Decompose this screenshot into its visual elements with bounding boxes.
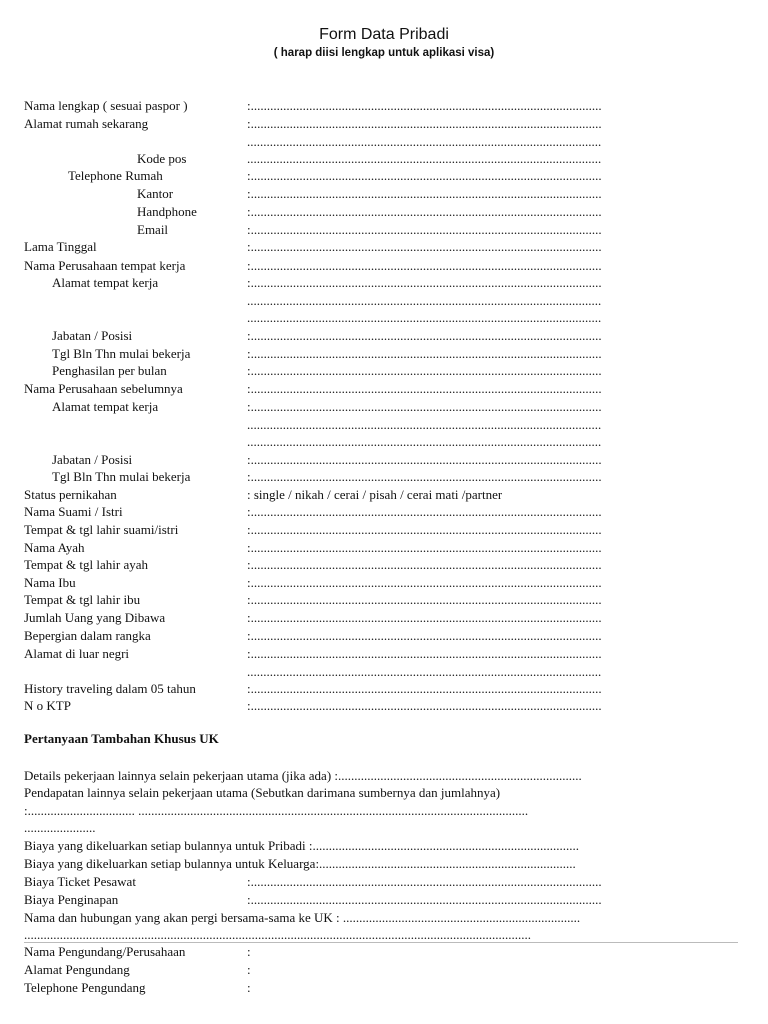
field-label: Alamat di luar negri [24, 646, 130, 661]
field-label: Nama Ayah [24, 540, 85, 555]
field-input[interactable]: :............................................................................................................ [247, 363, 602, 378]
field-input[interactable]: :............................................................................................................ [247, 469, 602, 484]
field-row [0, 680, 768, 697]
field-label: Alamat tempat kerja [52, 275, 159, 290]
field-label: Alamat rumah sekarang [24, 116, 149, 131]
field-input[interactable]: :............................................................................................................ [247, 116, 602, 131]
field-input[interactable]: :............................................................................................................ [247, 681, 602, 696]
field-label: Tempat & tgl lahir ayah [24, 557, 148, 572]
field-label: Tempat & tgl lahir suami/istri [24, 522, 179, 537]
field-input[interactable]: :............................................................................................................ [247, 628, 602, 643]
field-row [0, 943, 768, 960]
field-row [0, 433, 768, 450]
field-input[interactable]: :............................................................................................................ [247, 275, 602, 290]
field-row [0, 185, 768, 202]
field-row [0, 133, 768, 150]
question-line[interactable]: Biaya yang dikeluarkan setiap bulannya untuk Keluarga:............................................................................... [24, 856, 576, 871]
field-label: Nama Ibu [24, 575, 76, 590]
field-row [0, 503, 768, 520]
field-row [0, 627, 768, 644]
question-line[interactable]: Details pekerjaan lainnya selain pekerjaan utama (jika ada) :........................................................................... [24, 768, 582, 783]
field-row [0, 238, 768, 255]
form-subtitle: ( harap diisi lengkap untuk aplikasi visa) [273, 47, 495, 59]
field-input[interactable]: :............................................................................................................ [247, 540, 602, 555]
field-row [0, 979, 768, 996]
field-row [0, 398, 768, 415]
field-row [0, 115, 768, 132]
question-row [0, 802, 768, 819]
field-label: Alamat tempat kerja [52, 399, 159, 414]
question-row [0, 784, 768, 801]
field-input[interactable]: ............................................................................................................. [247, 151, 602, 166]
field-input[interactable]: :............................................................................................................ [247, 575, 602, 590]
field-row [0, 380, 768, 397]
field-row [0, 257, 768, 274]
field-label: Penghasilan per bulan [52, 363, 167, 378]
question-row [0, 819, 768, 836]
field-label: Biaya Penginapan [24, 892, 119, 907]
field-input[interactable]: ............................................................................................................. [247, 434, 602, 449]
field-row [0, 645, 768, 662]
field-input[interactable]: :............................................................................................................ [247, 504, 602, 519]
field-label: Kode pos [137, 151, 187, 166]
field-row [0, 203, 768, 220]
field-input[interactable]: ............................................................................................................. [247, 134, 602, 149]
field-row [0, 486, 768, 503]
field-row [0, 167, 768, 184]
field-input[interactable]: :............................................................................................................ [247, 698, 602, 713]
field-input[interactable]: :............................................................................................................ [247, 452, 602, 467]
section-heading: Pertanyaan Tambahan Khusus UK [24, 731, 219, 746]
field-row [0, 539, 768, 556]
field-input[interactable]: :............................................................................................................ [247, 258, 602, 273]
field-label: Tempat & tgl lahir ibu [24, 592, 141, 607]
field-label: Nama Pengundang/Perusahaan [24, 944, 186, 959]
question-line[interactable]: ............................................................................................................................................................ [24, 927, 531, 942]
field-row [0, 961, 768, 978]
form-title: Form Data Pribadi [319, 26, 449, 43]
field-input[interactable]: :............................................................................................................ [247, 239, 602, 254]
field-row [0, 150, 768, 167]
field-row [0, 309, 768, 326]
field-label: Lama Tinggal [24, 239, 97, 254]
field-label: Kantor [137, 186, 174, 201]
field-label: Handphone [137, 204, 197, 219]
field-label: N o KTP [24, 698, 71, 713]
field-input[interactable]: : [247, 944, 251, 959]
field-input[interactable]: :............................................................................................................ [247, 557, 602, 572]
field-row [0, 292, 768, 309]
field-input[interactable]: ............................................................................................................. [247, 664, 602, 679]
field-input[interactable]: : [247, 980, 251, 995]
field-row [0, 274, 768, 291]
field-label: Bepergian dalam rangka [24, 628, 151, 643]
field-label: Nama Perusahaan tempat kerja [24, 258, 186, 273]
field-row [0, 663, 768, 680]
field-label: Telephone Pengundang [24, 980, 146, 995]
field-label: Jumlah Uang yang Dibawa [24, 610, 166, 625]
question-row [0, 855, 768, 872]
field-label: Telephone Rumah [68, 168, 163, 183]
field-label: Biaya Ticket Pesawat [24, 874, 136, 889]
question-line: Pendapatan lainnya selain pekerjaan utama (Sebutkan darimana sumbernya dan jumlahnya) [24, 785, 501, 800]
field-label: Nama Suami / Istri [24, 504, 123, 519]
question-line[interactable]: Biaya yang dikeluarkan setiap bulannya untuk Pribadi :.................................................................................. [24, 838, 579, 853]
field-row [0, 221, 768, 238]
field-row [0, 609, 768, 626]
field-label: Tgl Bln Thn mulai bekerja [52, 346, 191, 361]
field-input[interactable]: :............................................................................................................ [247, 381, 602, 396]
field-row [0, 362, 768, 379]
field-input[interactable]: :............................................................................................................ [247, 346, 602, 361]
field-row [0, 327, 768, 344]
field-row [0, 521, 768, 538]
field-input[interactable]: ............................................................................................................. [247, 417, 602, 432]
question-row [0, 837, 768, 854]
field-input[interactable]: :............................................................................................................ [247, 98, 602, 113]
field-label: Email [137, 222, 169, 237]
question-row [0, 926, 768, 943]
field-row [0, 574, 768, 591]
field-row [0, 697, 768, 714]
field-label: History traveling dalam 05 tahun [24, 681, 196, 696]
field-input[interactable]: :............................................................................................................ [247, 328, 602, 343]
field-row [0, 591, 768, 608]
field-input[interactable]: :............................................................................................................ [247, 592, 602, 607]
field-row [0, 451, 768, 468]
field-input[interactable]: :............................................................................................................ [247, 892, 602, 907]
field-input[interactable]: :............................................................................................................ [247, 222, 602, 237]
field-row [0, 345, 768, 362]
field-row [0, 556, 768, 573]
field-input[interactable]: :............................................................................................................ [247, 168, 602, 183]
field-input[interactable]: ............................................................................................................. [247, 293, 602, 308]
question-line[interactable]: :................................. ........................................................................................................................ [24, 803, 529, 818]
field-input[interactable]: :............................................................................................................ [247, 874, 602, 889]
field-input[interactable]: ............................................................................................................. [247, 310, 602, 325]
field-label: Status pernikahan [24, 487, 117, 502]
field-row [0, 891, 768, 908]
field-label: Nama Perusahaan sebelumnya [24, 381, 183, 396]
field-input[interactable]: :............................................................................................................ [247, 204, 602, 219]
field-input[interactable]: :............................................................................................................ [247, 610, 602, 625]
field-label: Tgl Bln Thn mulai bekerja [52, 469, 191, 484]
question-line[interactable]: ...................... [24, 820, 96, 835]
field-input[interactable]: : [247, 962, 251, 977]
field-row [0, 97, 768, 114]
field-label: Alamat Pengundang [24, 962, 130, 977]
field-row [0, 416, 768, 433]
field-input[interactable]: :............................................................................................................ [247, 522, 602, 537]
field-label: Jabatan / Posisi [52, 452, 133, 467]
field-input[interactable]: : single / nikah / cerai / pisah / cerai mati /partner [247, 487, 503, 502]
question-row [0, 767, 768, 784]
field-input[interactable]: :............................................................................................................ [247, 186, 602, 201]
field-input[interactable]: :............................................................................................................ [247, 646, 602, 661]
field-input[interactable]: :............................................................................................................ [247, 399, 602, 414]
field-label: Jabatan / Posisi [52, 328, 133, 343]
field-label: Nama lengkap ( sesuai paspor ) [24, 98, 188, 113]
field-row [0, 468, 768, 485]
question-row [0, 909, 768, 926]
field-row [0, 873, 768, 890]
question-line[interactable]: Nama dan hubungan yang akan pergi bersama-sama ke UK : ......................................................................... [24, 910, 581, 925]
